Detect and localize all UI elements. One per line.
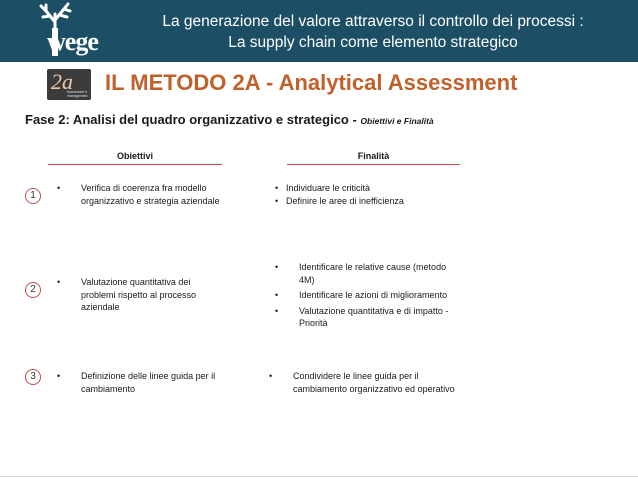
objective-item: • Definizione delle linee guida per il cambiamento (55, 370, 220, 395)
purpose-item: • Valutazione quantitativa e di impatto - Priorità (273, 305, 453, 330)
column-header-purposes: Finalità (287, 151, 460, 165)
phase-title: Fase 2: Analisi del quadro organizzativo e strategico - (25, 112, 361, 127)
phase-heading (25, 112, 434, 127)
header-bar (0, 0, 638, 62)
column-header-objectives: Obiettivi (48, 151, 222, 165)
phase-subtitle: Obiettivi e Finalità (360, 116, 434, 126)
purpose-item: • Condividere le linee guida per il cambiamento organizzativo ed operativo (267, 370, 457, 395)
purpose-list (267, 370, 457, 395)
purpose-item: • Identificare le azioni di miglioramento (273, 289, 453, 302)
logo-text: wege (47, 27, 98, 56)
objective-list (55, 182, 225, 207)
header-title (128, 11, 618, 53)
method-badge-logo (47, 69, 91, 100)
objective-list (55, 370, 220, 395)
purpose-item: • Definire le aree di inefficienza (273, 195, 473, 208)
row-number-badge: 3 (25, 369, 41, 385)
objective-item: • Valutazione quantitativa dei problemi rispetto al processo aziendale (55, 276, 220, 314)
purpose-list (273, 261, 453, 330)
purpose-item: • Individuare le criticità (273, 182, 473, 195)
row-number-badge: 1 (25, 188, 41, 204)
footer-divider (0, 476, 638, 477)
objective-list (55, 276, 220, 314)
purpose-item: • Identificare le relative cause (metodo 4M) (273, 261, 453, 286)
badge-text: 2a (51, 69, 73, 94)
header-title-line2: La supply chain come elemento strategico (228, 34, 518, 51)
badge-subtext: formazione e management (67, 90, 88, 98)
purpose-list (273, 182, 473, 207)
method-title: IL METODO 2A - Analytical Assessment (105, 70, 518, 95)
objective-item: • Verifica di coerenza fra modello organizzativo e strategia aziendale (55, 182, 225, 207)
header-title-line1: La generazione del valore attraverso il controllo dei processi : (162, 13, 584, 30)
row-number-badge: 2 (25, 282, 41, 298)
